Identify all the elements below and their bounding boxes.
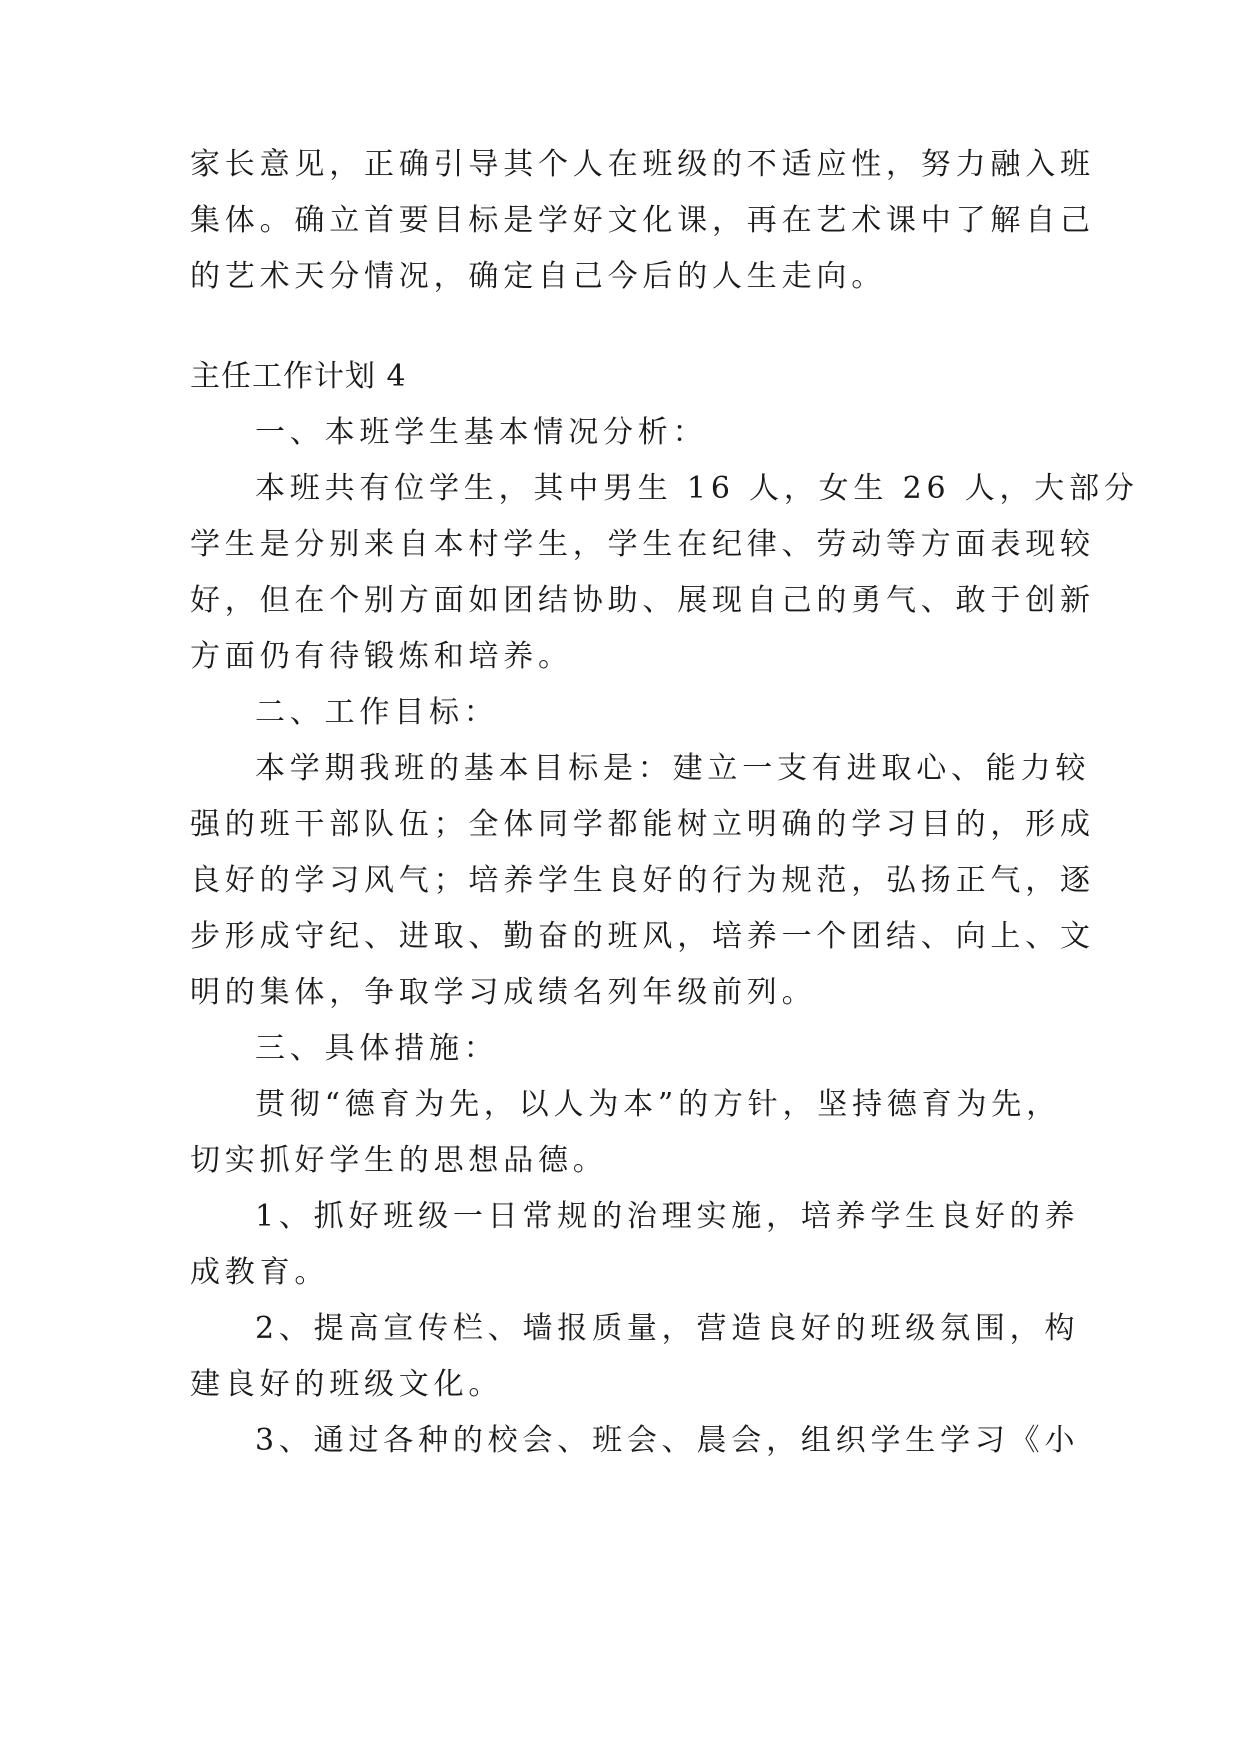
list-item-line: 成教育。 xyxy=(190,1255,330,1290)
heading-line: 三、具体措施： xyxy=(255,1031,499,1066)
paragraph-line: 明的集体，争取学习成绩名列年级前列。 xyxy=(190,975,817,1010)
paragraph-line: 好，但在个别方面如团结协助、展现自己的勇气、敢于创新 xyxy=(190,583,1095,618)
paragraph-line: 强的班干部队伍；全体同学都能树立明确的学习目的，形成 xyxy=(190,807,1095,842)
paragraph-line: 良好的学习风气；培养学生良好的行为规范，弘扬正气，逐 xyxy=(190,863,1095,898)
paragraph-line: 的艺术天分情况，确定自己今后的人生走向。 xyxy=(190,259,886,294)
paragraph-line: 本学期我班的基本目标是：建立一支有进取心、能力较 xyxy=(255,751,1091,786)
list-item-line: 2、提高宣传栏、墙报质量，营造良好的班级氛围，构 xyxy=(255,1311,1080,1346)
heading-line: 二、工作目标： xyxy=(255,695,499,730)
paragraph-line: 集体。确立首要目标是学好文化课，再在艺术课中了解自己 xyxy=(190,203,1095,238)
list-item-line: 建良好的班级文化。 xyxy=(190,1367,504,1402)
paragraph-line: 家长意见，正确引导其个人在班级的不适应性，努力融入班 xyxy=(190,147,1095,182)
paragraph-line: 方面仍有待锻炼和培养。 xyxy=(190,639,573,674)
section-title: 主任工作计划 4 xyxy=(190,359,407,394)
list-item-line: 1、抓好班级一日常规的治理实施，培养学生良好的养 xyxy=(255,1199,1080,1234)
paragraph-line: 本班共有位学生，其中男生 16 人，女生 26 人，大部分 xyxy=(255,471,1139,506)
paragraph-line: 切实抓好学生的思想品德。 xyxy=(190,1143,608,1178)
heading-line: 一、本班学生基本情况分析： xyxy=(255,415,708,450)
paragraph-line: 贯彻“德育为先，以人为本”的方针，坚持德育为先， xyxy=(255,1087,1061,1122)
list-item-line: 3、通过各种的校会、班会、晨会，组织学生学习《小 xyxy=(255,1423,1080,1458)
paragraph-line: 学生是分别来自本村学生，学生在纪律、劳动等方面表现较 xyxy=(190,527,1095,562)
paragraph-line: 步形成守纪、进取、勤奋的班风，培养一个团结、向上、文 xyxy=(190,919,1095,954)
